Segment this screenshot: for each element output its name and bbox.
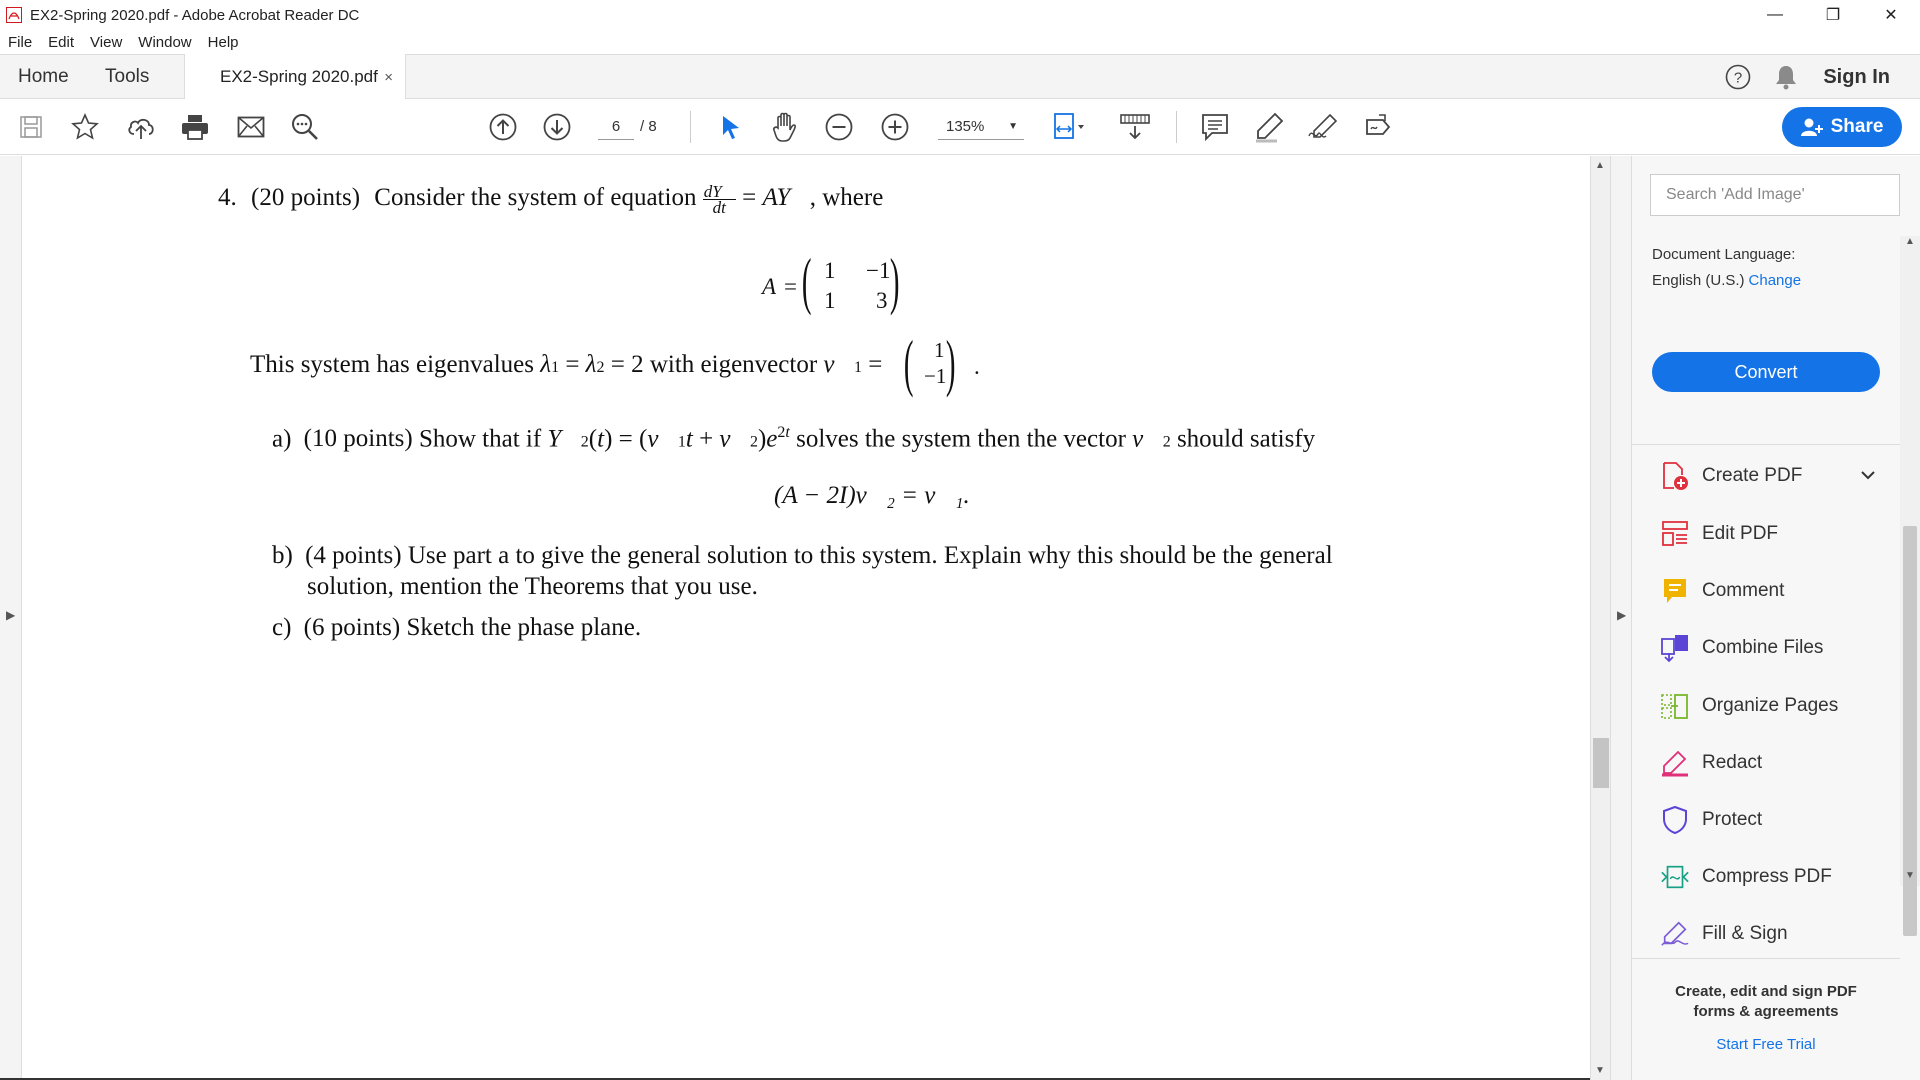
part-a: a) (10 points) Show that if Y⃗2(t) = (v⃗1t + $v⃗2)e^{2t}$ solves the system then the vector v⃗2 should satisfy: [272, 424, 1316, 453]
zoom-level-dropdown[interactable]: [938, 114, 1024, 140]
help-icon[interactable]: [1725, 64, 1751, 90]
eigenvalue-text: This system has eigenvalues: [250, 351, 534, 378]
part-c-text: Sketch the phase plane.: [406, 614, 642, 641]
menu-help[interactable]: Help: [207, 33, 239, 51]
send-for-signature-icon[interactable]: [1362, 110, 1396, 144]
zoom-level-value: 135%: [946, 118, 985, 135]
tools-search-input[interactable]: Search 'Add Image': [1650, 174, 1900, 216]
chevron-down-icon[interactable]: [1860, 467, 1876, 485]
document-viewer[interactable]: [0, 156, 1632, 1080]
tool-edit-pdf-label: Edit PDF: [1702, 523, 1779, 544]
right-panel-toggle[interactable]: [1610, 156, 1632, 1080]
matrix-a11: 1: [824, 258, 836, 283]
share-button[interactable]: [1782, 107, 1902, 147]
tool-compress-pdf[interactable]: [1660, 857, 1900, 897]
eigenvector-entry-2: −1: [924, 364, 947, 388]
tool-combine-files[interactable]: [1660, 628, 1900, 668]
close-tab-icon[interactable]: ×: [384, 68, 393, 86]
pdf-page: 4. (20 points) Consider the system of equation $\frac{dY⃗}{dt}$ = AY⃗, where A = ( 1 −1 1 3 ) This system has eigenvalues λ1 = λ2 = 2 with eigenvector v⃗1 = ( 1 −1 ) . a) (10 points) Show that if Y⃗2(t) = (v⃗1t + $v⃗2)e^{2t}$ solves the system then the vector v⃗2 should satisfy (A − 2I)v⃗₂ = v⃗₁. b) (4 points) Use part a to give the general solution to this system. Explain why this should be the general solution, mention the Theorems that you use. c) (6 points) Sketch the phase plane.: [22, 156, 1590, 1080]
restore-button[interactable]: ❐: [1825, 7, 1841, 24]
menu-edit[interactable]: Edit: [48, 33, 75, 51]
part-b-text-1: Use part a to give the general solution to this system. Explain why this should be the general: [407, 542, 1333, 569]
scroll-down-arrow-icon[interactable]: ▼: [1905, 870, 1915, 881]
tool-fill-sign-label: Fill & Sign: [1702, 923, 1788, 944]
zoom-in-icon[interactable]: [878, 110, 912, 144]
combine-files-icon: [1660, 633, 1690, 663]
document-language-label: Document Language:: [1652, 246, 1796, 263]
panel-divider: [1632, 958, 1900, 959]
tab-home[interactable]: Home: [18, 66, 69, 87]
tool-redact[interactable]: [1660, 743, 1900, 783]
minimize-button[interactable]: —: [1767, 6, 1783, 23]
tool-comment-label: Comment: [1702, 580, 1785, 601]
upload-cloud-icon[interactable]: [124, 110, 158, 144]
tool-combine-files-label: Combine Files: [1702, 637, 1824, 658]
highlight-pen-icon[interactable]: [1252, 110, 1286, 144]
tools-pane-scrollbar[interactable]: [1900, 236, 1920, 886]
part-b-text-2: solution, mention the Theorems that you use.: [307, 573, 758, 600]
tool-organize-pages-label: Organize Pages: [1702, 695, 1839, 716]
tab-document-label: EX2-Spring 2020.pdf: [220, 67, 378, 86]
question-where: , where: [809, 184, 884, 212]
redact-icon: [1660, 748, 1690, 778]
acrobat-app-icon: [6, 7, 22, 23]
question-header: 4. (20 points) Consider the system of equation $\frac{dY⃗}{dt}$ = AY⃗, where: [218, 182, 884, 217]
page-total: / 8: [640, 118, 657, 135]
part-a-text-3: should satisfy: [1176, 425, 1316, 453]
part-c-label: c): [272, 614, 292, 641]
menu-file[interactable]: File: [8, 33, 33, 51]
derivative-fraction: $\frac{dY⃗}{dt}$: [703, 182, 735, 217]
zoom-out-icon[interactable]: [822, 110, 856, 144]
close-window-button[interactable]: ✕: [1884, 7, 1898, 24]
eigenvalue-eq: = 2 with eigenvector: [610, 351, 818, 378]
part-a-label: a): [272, 425, 292, 453]
start-free-trial-link[interactable]: Start Free Trial: [1716, 1036, 1816, 1053]
eigenvector-entry-1: 1: [934, 338, 945, 362]
bookmark-star-icon[interactable]: [68, 110, 102, 144]
print-icon[interactable]: [178, 110, 212, 144]
organize-pages-icon: [1660, 691, 1690, 721]
save-icon[interactable]: [14, 110, 48, 144]
toolbar-divider: [1176, 111, 1177, 143]
left-panel-toggle[interactable]: [0, 156, 22, 1080]
create-pdf-icon: [1660, 461, 1690, 491]
tab-tools[interactable]: Tools: [105, 66, 150, 87]
part-b-label: b): [272, 542, 293, 569]
page-number-input[interactable]: 6: [598, 114, 634, 140]
svg-text:?: ?: [1734, 69, 1743, 87]
part-a-text-1: Show that if: [418, 425, 542, 453]
tool-create-pdf[interactable]: [1660, 456, 1900, 496]
share-label: Share: [1830, 116, 1884, 137]
tool-protect-label: Protect: [1702, 809, 1763, 830]
scroll-mode-icon[interactable]: [1118, 110, 1152, 144]
matrix-a22: 3: [876, 288, 888, 313]
matrix-a12: −1: [866, 258, 891, 283]
tool-create-pdf-label: Create PDF: [1702, 465, 1803, 486]
sign-in-button[interactable]: Sign In: [1823, 65, 1890, 88]
panel-divider: [1632, 444, 1900, 445]
hand-tool-icon[interactable]: [768, 110, 802, 144]
edit-pdf-icon: [1660, 519, 1690, 549]
chevron-down-icon: ▼: [1008, 121, 1018, 132]
document-scrollbar[interactable]: [1590, 156, 1610, 1080]
tool-redact-label: Redact: [1702, 752, 1763, 773]
change-language-link[interactable]: Change: [1748, 272, 1802, 289]
notifications-bell-icon[interactable]: [1775, 64, 1797, 90]
sign-icon[interactable]: [1306, 110, 1340, 144]
promo-text: [1632, 982, 1900, 1022]
toolbar-divider: [690, 111, 691, 143]
question-number: 4.: [218, 184, 237, 212]
tools-pane: [1632, 156, 1920, 1080]
convert-button[interactable]: Convert: [1652, 352, 1880, 392]
email-icon[interactable]: [234, 110, 268, 144]
part-b: [272, 542, 1333, 570]
fill-sign-icon: [1660, 919, 1690, 949]
menu-bar: [0, 30, 1920, 54]
comment-tool-icon[interactable]: [1198, 110, 1232, 144]
tool-compress-pdf-label: Compress PDF: [1702, 866, 1832, 887]
tab-bar: [0, 54, 1920, 99]
menu-window[interactable]: Window: [138, 33, 192, 51]
scrollbar-thumb[interactable]: [1593, 738, 1609, 788]
fit-page-icon[interactable]: [1052, 110, 1086, 144]
title-bar: [0, 0, 1920, 30]
tool-comment[interactable]: [1660, 571, 1900, 611]
part-c: [272, 614, 641, 642]
question-intro: Consider the system of equation: [374, 184, 697, 212]
next-page-icon[interactable]: [540, 110, 574, 144]
tool-protect[interactable]: [1660, 800, 1900, 840]
promo-line-1: Create, edit and sign PDF: [1675, 983, 1857, 1000]
add-user-icon: [1801, 117, 1823, 137]
document-language-value: [1652, 272, 1801, 289]
previous-page-icon[interactable]: [486, 110, 520, 144]
tool-edit-pdf[interactable]: [1660, 514, 1900, 554]
scroll-up-arrow-icon[interactable]: ▲: [1595, 160, 1605, 171]
collapse-right-arrow-icon[interactable]: ▶: [1617, 608, 1627, 622]
menu-view[interactable]: View: [90, 33, 123, 51]
toolbar: [0, 99, 1920, 155]
promo-line-2: forms & agreements: [1693, 1003, 1839, 1020]
find-zoom-icon[interactable]: [288, 110, 322, 144]
tab-document[interactable]: [184, 54, 406, 100]
part-c-points: (6 points): [303, 614, 401, 641]
part-a-text-2: solves the system then the vector: [796, 425, 1126, 453]
select-cursor-icon[interactable]: [714, 110, 748, 144]
compress-pdf-icon: [1660, 862, 1690, 892]
window-title: EX2-Spring 2020.pdf - Adobe Acrobat Reader DC: [30, 6, 360, 24]
part-a-points: (10 points): [303, 425, 413, 453]
part-b-points: (4 points): [305, 542, 402, 569]
protect-icon: [1660, 805, 1690, 835]
comment-icon: [1660, 576, 1690, 606]
tool-fill-sign[interactable]: [1660, 914, 1900, 954]
scroll-down-arrow-icon[interactable]: ▼: [1595, 1065, 1605, 1076]
part-a-equation: (A − 2I)v⃗₂ = v⃗₁.: [774, 482, 970, 509]
eigenvalue-statement: This system has eigenvalues λ1 = λ2 = 2 with eigenvector v⃗1 =: [250, 351, 883, 378]
expand-left-arrow-icon[interactable]: ▶: [6, 608, 16, 622]
tool-organize-pages[interactable]: [1660, 686, 1900, 726]
language-value: English (U.S.): [1652, 272, 1745, 289]
scroll-up-arrow-icon[interactable]: ▲: [1905, 236, 1915, 247]
question-points: (20 points): [251, 184, 361, 212]
matrix-a21: 1: [824, 288, 836, 313]
